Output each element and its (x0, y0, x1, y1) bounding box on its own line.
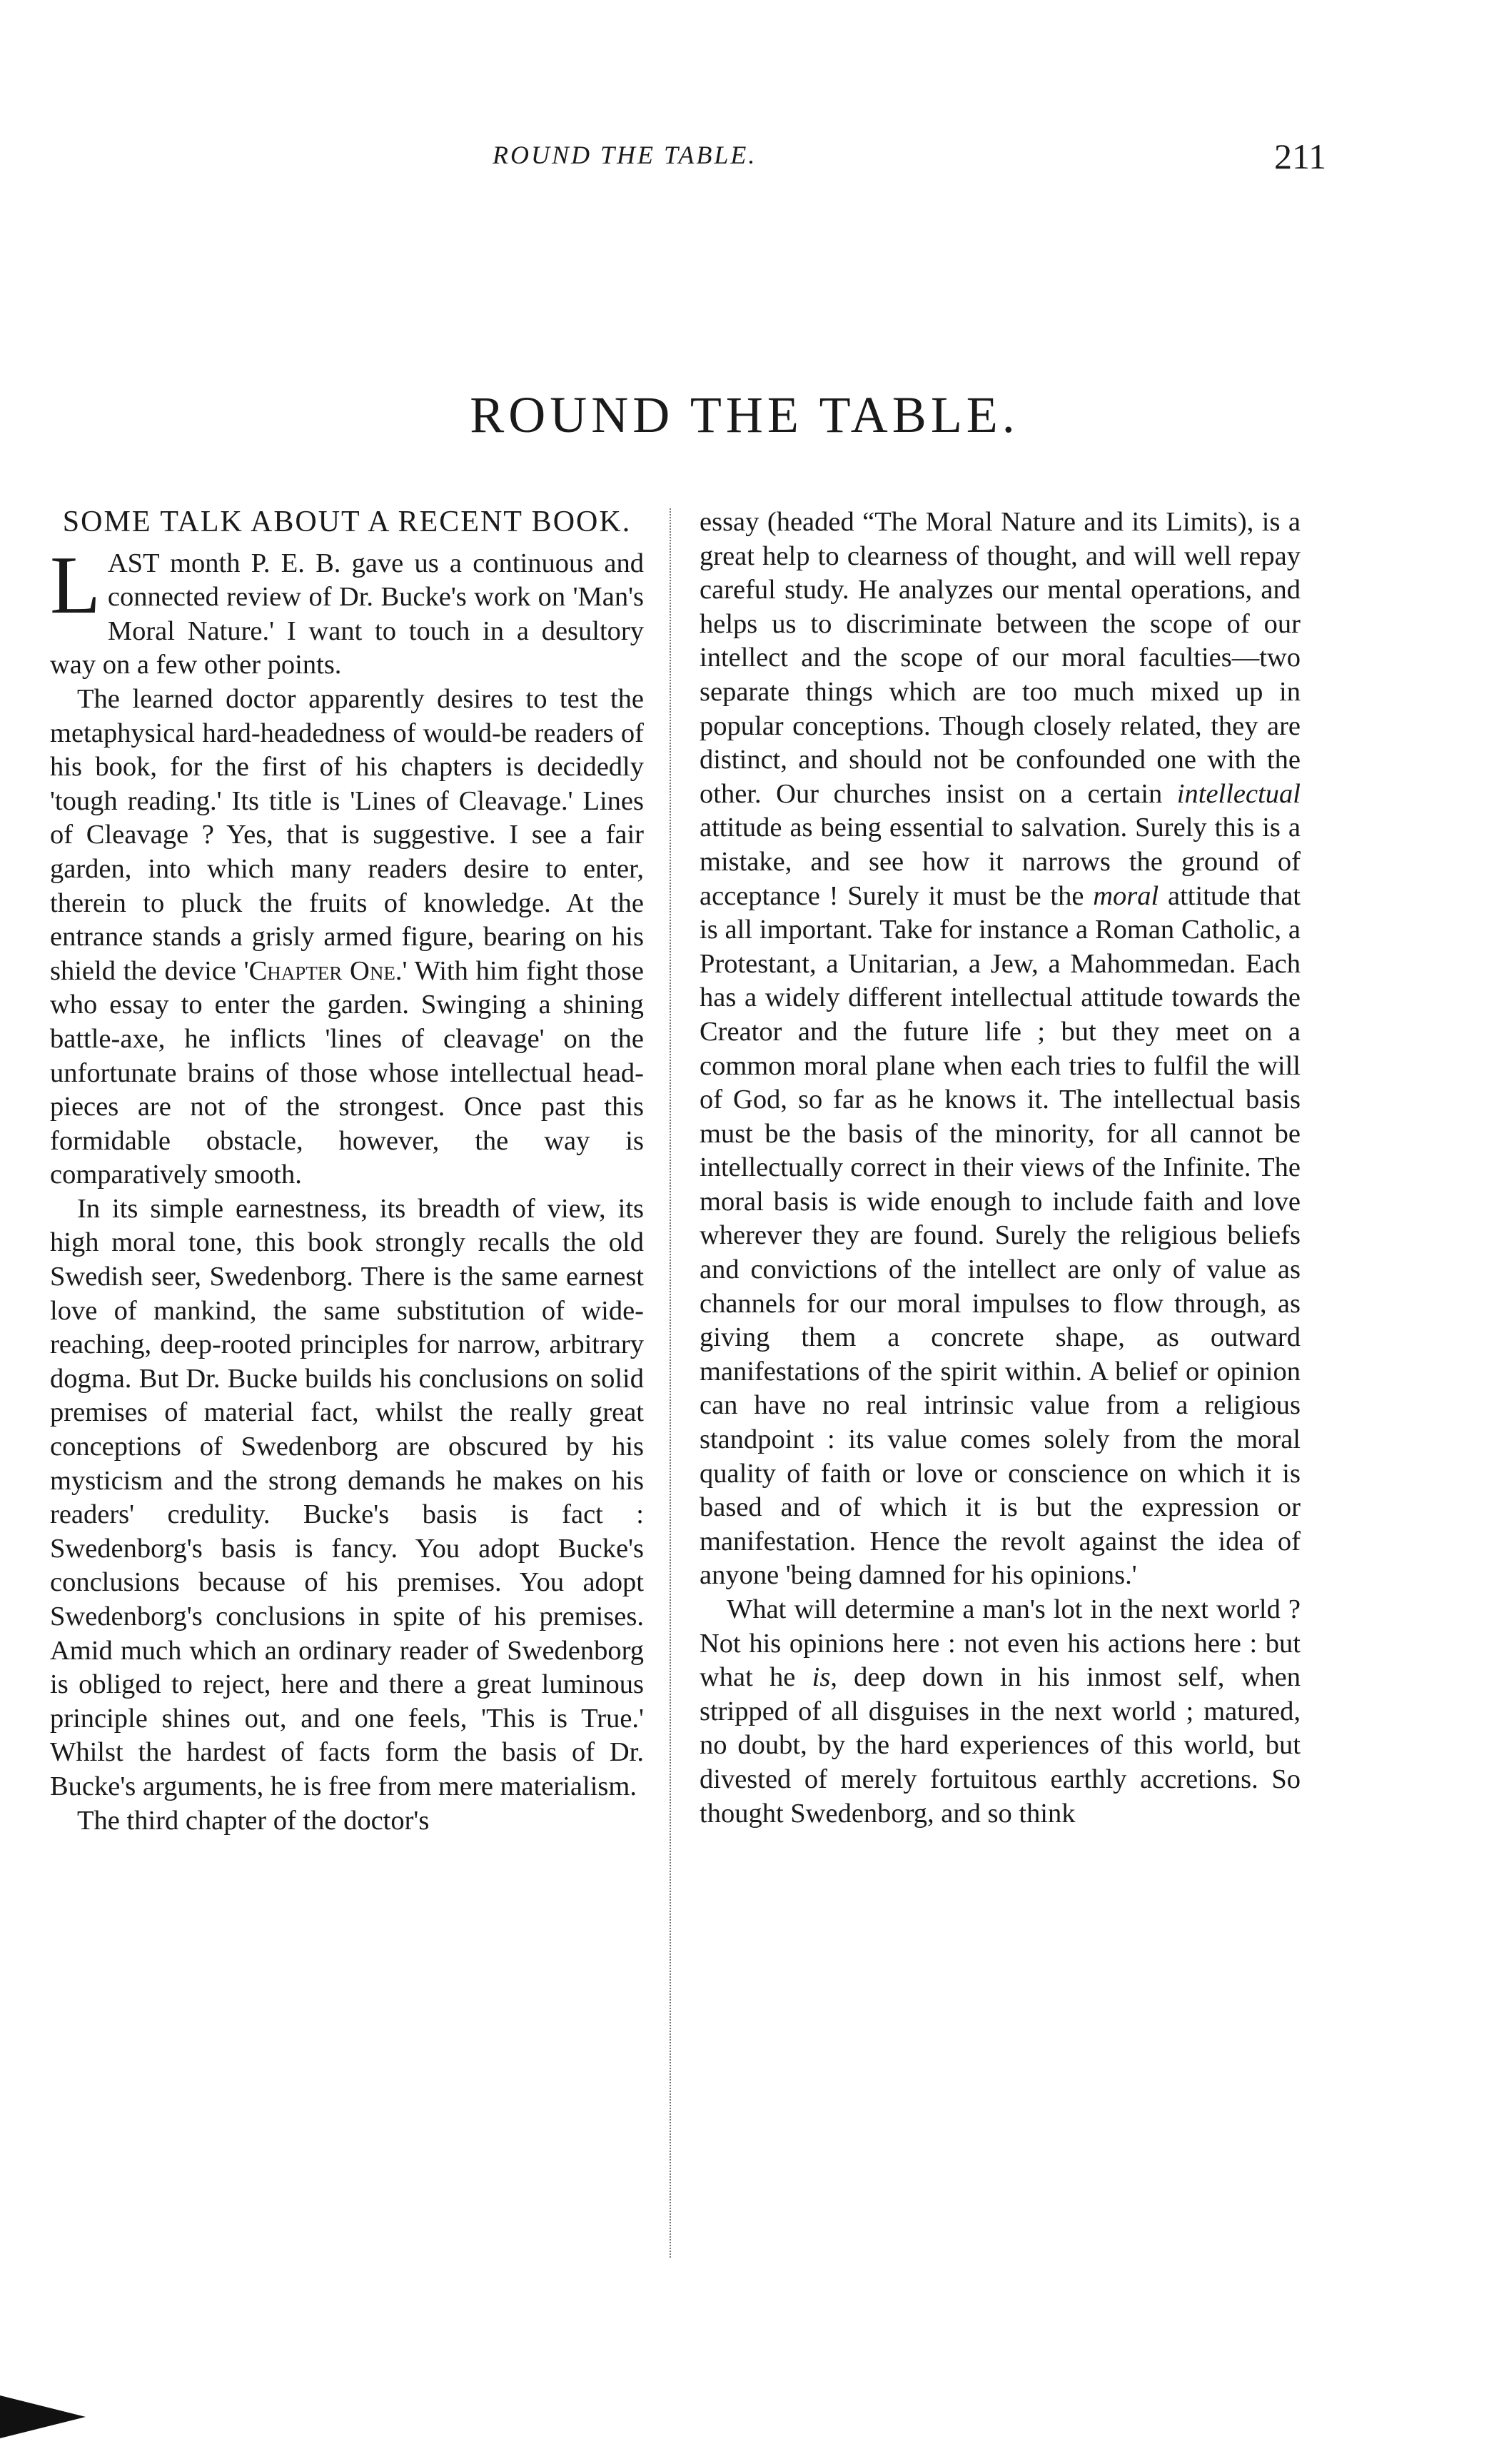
paragraph-4-text-a: essay (headed “The Moral Nature and its Limits), is a great help to clearness of thought, and will well repay careful study. He analyzes our mental operations, and helps us to discriminate between the scope of our intellect and the scope of our moral faculties—two separate things which are too much mixed up in popular conceptions. Though closely related, they are distinct, and should not be confounded one with the other. Our churches insist on a certain (700, 507, 1301, 809)
paragraph-4-text-c: attitude that is all important. Take for instance a Roman Catholic, a Protestant, a Unitarian, a Jew, a Mahommedan. Each has a widely different intellectual attitude towards the Creator and the future life ; but they meet on a common moral plane when each tries to fulfil the will of God, so far as he knows it. The intellectual basis must be the basis of the minority, for all cannot be intellectually correct in their views of the Infinite. The moral basis is wide enough to include faith and love wherever they are found. Surely the religious beliefs and convictions of the intellect are only of value as channels for our moral impulses to flow through, as giving them a concrete shape, as outward manifestations of the spirit within. A belief or opinion can have no real intrinsic value from a religious standpoint : its value comes solely from the moral quality of faith or love or conscience on which it is based and of which it is but the expression or manifestation. Hence the revolt against the idea of anyone 'being damned for his opinions.' (700, 880, 1301, 1591)
article-heading: SOME TALK ABOUT A RECENT BOOK. (62, 506, 632, 538)
paragraph-1-text: AST month P. E. B. gave us a continuous and connected review of Dr. Bucke's work on 'Man's Moral Nature.' I want to touch in a desultory way on a few other points. (50, 548, 644, 680)
emphasis-intellectual: intellectual (1176, 778, 1301, 809)
left-column (50, 506, 644, 1838)
paragraph-2-text-b: .' With him fight those who essay to enter the garden. Swinging a shining battle-axe, he inflicts 'lines of cleavage' on the unfortunate brains of those whose intellectual head-pieces are not of the strongest. Once past this formidable obstacle, however, the way is comparatively smooth. (50, 955, 645, 1190)
paragraph-4-start: The third chapter of the doctor's (77, 1805, 430, 1836)
emphasis-moral: moral (1093, 880, 1159, 911)
paragraph-3: In its simple earnestness, its breadth of view, its high moral tone, this book strongly recalls the old Swedish seer, Swedenborg. There is the same earnest love of mankind, the same substitution of wide-reaching, deep-rooted principles for narrow, arbitrary dogma. But Dr. Bucke builds his conclusions on solid premises of material fact, whilst the really great conceptions of Swedenborg are obscured by his mysticism and the strong demands he makes on his readers' credulity. Bucke's basis is fact : Swedenborg's basis is fancy. You adopt Bucke's conclusions because of his premises. You adopt Swedenborg's conclusions in spite of his premises. Amid much which an ordinary reader of Swedenborg is obliged to reject, here and there a great luminous principle shines out, and one feels, 'This is True.' Whilst the hardest of facts form the basis of Dr. Bucke's arguments, he is free from mere materialism. (50, 1193, 644, 1801)
running-head (0, 136, 1489, 183)
paragraph-5-text-b: , deep down in his inmost self, when stripped of all disguises in the next world ; matured, no doubt, by the hard experiences of this world, but divested of merely fortuitous earthly accretions. So thought Swedenborg, and so think (700, 1662, 1301, 1829)
paragraph-4-text-b: attitude as being essential to salvation. Surely this is a mistake, and see how it narrows the ground of acceptance ! Surely it must be the (700, 813, 1301, 911)
paragraph-1 (50, 539, 644, 683)
chapter-one-smallcaps: Chapter One (248, 955, 395, 986)
right-column (700, 506, 1301, 1831)
column-rule (670, 508, 671, 2258)
emphasis-is: is (812, 1662, 831, 1693)
section-title: ROUND THE TABLE. (470, 386, 1019, 443)
drop-cap: L (50, 539, 101, 631)
paragraph-2-text-a: The learned doctor apparently desires to test the metaphysical hard-headedness of would-be readers of his book, for the first of his chapters is decidedly 'tough reading.' Its title is 'Lines of Cleavage.' Lines of Cleavage ? Yes, that is suggestive. I see a fair garden, into which many readers desire to enter, therein to pluck the fruits of knowledge. At the entrance stands a grisly armed figure, bearing on his shield the device ' (50, 683, 644, 986)
running-title: ROUND THE TABLE. (493, 141, 757, 169)
paragraph-5 (700, 1593, 1301, 1831)
paragraph-2 (50, 683, 644, 1192)
page-edge-mark (0, 2395, 86, 2438)
paragraph-5-text-a: What will determine a man's lot in the next world ? Not his opinions here : not even his actions here : but what he (700, 1594, 1301, 1693)
paragraph-4-continued (700, 506, 1301, 1593)
page-number: 211 (1274, 136, 1327, 176)
